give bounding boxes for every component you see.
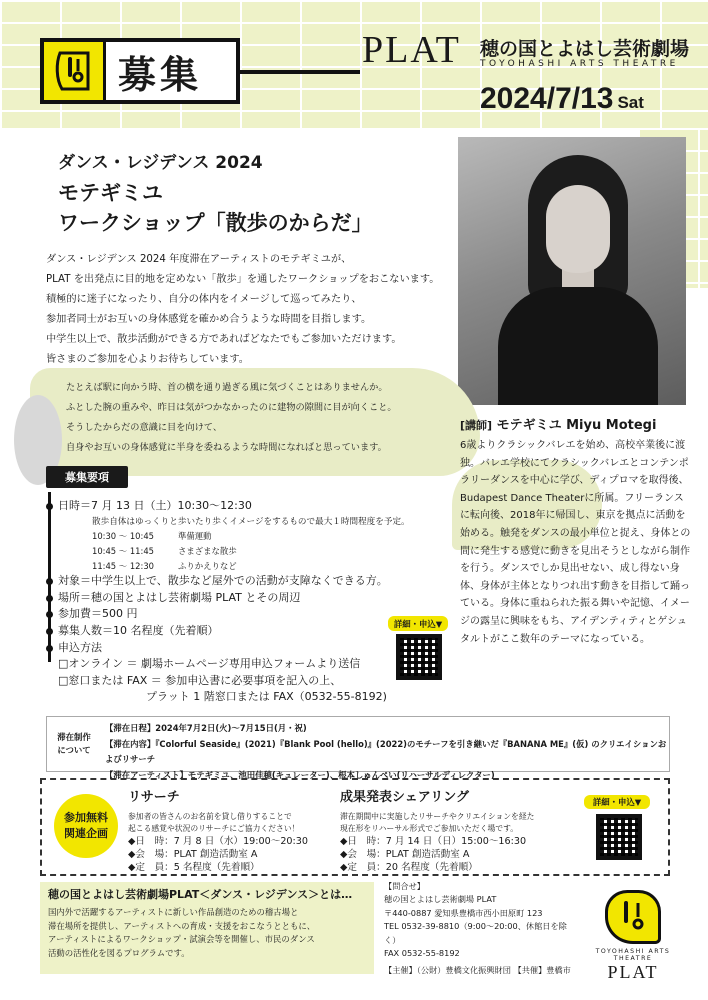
page-title [58,148,373,238]
req-target: 対象＝中学生以上で、散歩など屋外での活動が支障なくできる方。 [46,573,446,590]
poem-line: 自身やお互いの身体感覚に半身を委ねるような時間になればと思っています。 [66,442,387,453]
research-date: ◆日 時：7 月 8 日（水）19:00〜20:30 [128,836,308,847]
research-capacity: ◆定 員：5 名程度（先着順） [128,862,260,873]
qr-label: 詳細・申込▼ [584,795,650,809]
residency-artists: 【滞在アーティスト】モテギミユ、池田佳穂(キュレーター)、根本しゅんぺい(リハーサルディレクター) [105,769,495,780]
intro-line: 皆さまのご参加を心よりお待ちしています。 [46,354,249,365]
research-desc: 起こる感覚や状況のリサーチにご協力ください！ [128,824,300,833]
research-event [128,786,328,874]
event-day-of-week: Sat [617,93,644,112]
header-divider [240,70,360,74]
logo-subtitle: TOYOHASHI ARTS THEATRE [595,948,671,962]
schedule-row: 10:30 〜 10:45 準備運動 [92,531,212,542]
title-line-3: ワークショップ「散歩のからだ」 [58,211,373,235]
recruit-banner [40,38,240,104]
showing-date: ◆日 時：7 月 14 日（日）15:00〜16:30 [340,836,527,847]
req-apply-fax-2: プラット 1 階窓口または FAX（0532-55-8192) [146,690,387,704]
free-event-badge: 参加無料 関連企画 [54,794,118,858]
contact-address: 〒440-0887 愛知県豊橋市西小田原町 123 [384,907,543,918]
requirements-list [46,498,446,706]
contact-tel: TEL 0532-39-8810（9:00〜20:00、休館日を除く） [384,921,567,945]
title-line-1: ダンス・レジデンス 2024 [58,153,263,173]
research-title: リサーチ [128,790,180,805]
intro-line: 積極的に迷子になったり、自分の体内をイメージして巡ってみたり、 [46,294,362,305]
poem-line: たとえば駅に向かう時、首の横を通り過ぎる風に気づくことはありませんか。 [66,382,388,393]
showing-title: 成果発表シェアリング [340,790,469,805]
instructor-bio: 6歳よりクラシックバレエを始め、高校卒業後に渡独。バレエ学校にてクラシックバレエとコンテンポラリーダンスを中心に学び、ディプロマを取得後、Budapest Dance Theaterに所属。フリーランスに転向後、2018年に帰国し、東京を拠点に活動を始める。触発をダンスの最小単位と捉え、身体との間に発生する感覚に動きを見出そうとしながら制作を行う。ダンスでしか見出せない、成し得ない身体、身体が主体となりつれ出す動きを目指して踊っている。身体に重ねられた振る舞いや記憶、イメージの露呈に興味をもち、アイデンティティとゲシュタルトがここ数年のテーマになっている。 [460,440,691,645]
contact-fax: FAX 0532-55-8192 [384,948,460,959]
about-line: 国内外で活躍するアーティストに新しい作品創造のための稽古場と [48,907,299,917]
qr-code-icon[interactable] [396,634,442,680]
showing-desc: 現在形をリハーサル形式でご参加いただく場です。 [340,824,519,833]
event-date [480,82,644,116]
venue-name-jp: 穂の国とよはし芸術劇場 [480,38,690,60]
schedule-row: 11:45 〜 12:30 ふりかえりなど [92,560,237,571]
req-fee: 参加費＝500 円 [46,606,446,623]
research-desc: 参加者の皆さんのお名前を貸し借りすることで [128,812,292,821]
req-apply-fax: □窓口または FAX ＝ 参加申込書に必要事項を記入の上、 [58,673,342,687]
intro-line: ダンス・レジデンス 2024 年度滞在アーティストのモテギミユが、 [46,254,352,265]
about-line: 活動の活性化を図るプログラムです。 [48,947,190,958]
about-residency [40,882,374,974]
contact-title: 【問合せ】 [384,881,425,891]
event-date-value: 2024/7/13 [480,82,614,115]
logo-name: PLAT [607,962,659,982]
plat-mark-icon [605,890,661,944]
req-date: 日時＝7 月 13 日（土）10:30〜12:30 [46,498,446,515]
residency-content: 【滞在内容】『Colorful Seaside』(2021)『Blank Pool (hello)』(2022)のモチーフを引き継いだ『BANANA ME』(仮) のクリエイションおよびリサーチ [105,738,667,765]
intro-text [46,250,466,370]
req-apply-online: □オンライン ＝ 劇場ホームページ専用申込フォームより送信 [58,657,361,671]
intro-line: 参加者同士がお互いの身体感覚を確かめ合うような時間を目指します。 [46,314,372,325]
recruit-label: 募集 [118,51,203,97]
residency-period: 【滞在日程】2024年7月2日(火)〜7月15日(月・祝) [105,723,307,733]
contact-name: 穂の国とよはし芸術劇場 PLAT [384,894,497,905]
poem-line: ふとした腕の重みや、昨日は気がつかなかったのに建物の隙間に目が向くこと。 [66,402,397,413]
showing-place: ◆会 場：PLAT 創造活動室 A [340,849,470,860]
contact-info [384,880,574,978]
intro-line: 中学生以上で、散歩活動ができる方であればどなたでもご参加いただけます。 [46,334,402,345]
req-capacity: 募集人数＝10 名程度（先着順） [46,623,446,640]
title-line-2: モテギミユ [58,181,163,205]
poem-text [66,378,397,458]
residency-box [46,716,670,780]
showing-event [340,786,570,874]
research-place: ◆会 場：PLAT 創造活動室 A [128,849,258,860]
req-date-note: 散歩自体はゆっくりと歩いたり歩くイメージをするもので最大１時間程度を予定。 [92,516,410,527]
intro-line: PLAT を出発点に目的地を定めない「散歩」を通したワークショップをおこないます。 [46,274,440,285]
contact-organizer: 【主催】（公財）豊橋文化振興財団 【共催】豊橋市 [384,965,571,976]
schedule-row: 10:45 〜 11:45 さまざまな散歩 [92,545,237,556]
plat-mark-icon [44,42,106,100]
showing-capacity: ◆定 員：20 名程度（先着順） [340,862,478,873]
about-title: 穂の国とよはし芸術劇場PLAT＜ダンス・レジデンス＞とは… [48,888,353,901]
about-line: 滞在場所を提供し、アーティストへの育成・支援をおこなうとともに、 [48,920,316,931]
req-apply-title: 申込方法 [46,640,446,657]
poem-line: そうしたからだの意識に目を向けて、 [66,422,223,433]
qr-code-icon[interactable] [596,814,642,860]
req-place: 場所＝穂の国とよはし芸術劇場 PLAT とその周辺 [46,590,446,607]
qr-label: 詳細・申込▼ [388,616,448,631]
venue-name-en: TOYOHASHI ARTS THEATRE [480,59,679,69]
showing-desc: 滞在期間中に実施したリサーチやクリエイションを経た [340,812,535,821]
residency-label: 滞在制作 について [57,732,91,755]
instructor-photo [458,137,686,405]
instructor-heading [460,414,656,433]
plat-logo [588,890,678,983]
venue-brand: PLAT [362,29,461,71]
about-line: アーティストによるワークショップ・試演会等を開催し、市民のダンス [48,934,315,945]
instructor-tag: [講師] [460,419,493,432]
requirements-badge: 募集要項 [46,466,128,488]
residency-details [105,721,669,783]
instructor-name: モテギミユ Miyu Motegi [496,418,657,433]
